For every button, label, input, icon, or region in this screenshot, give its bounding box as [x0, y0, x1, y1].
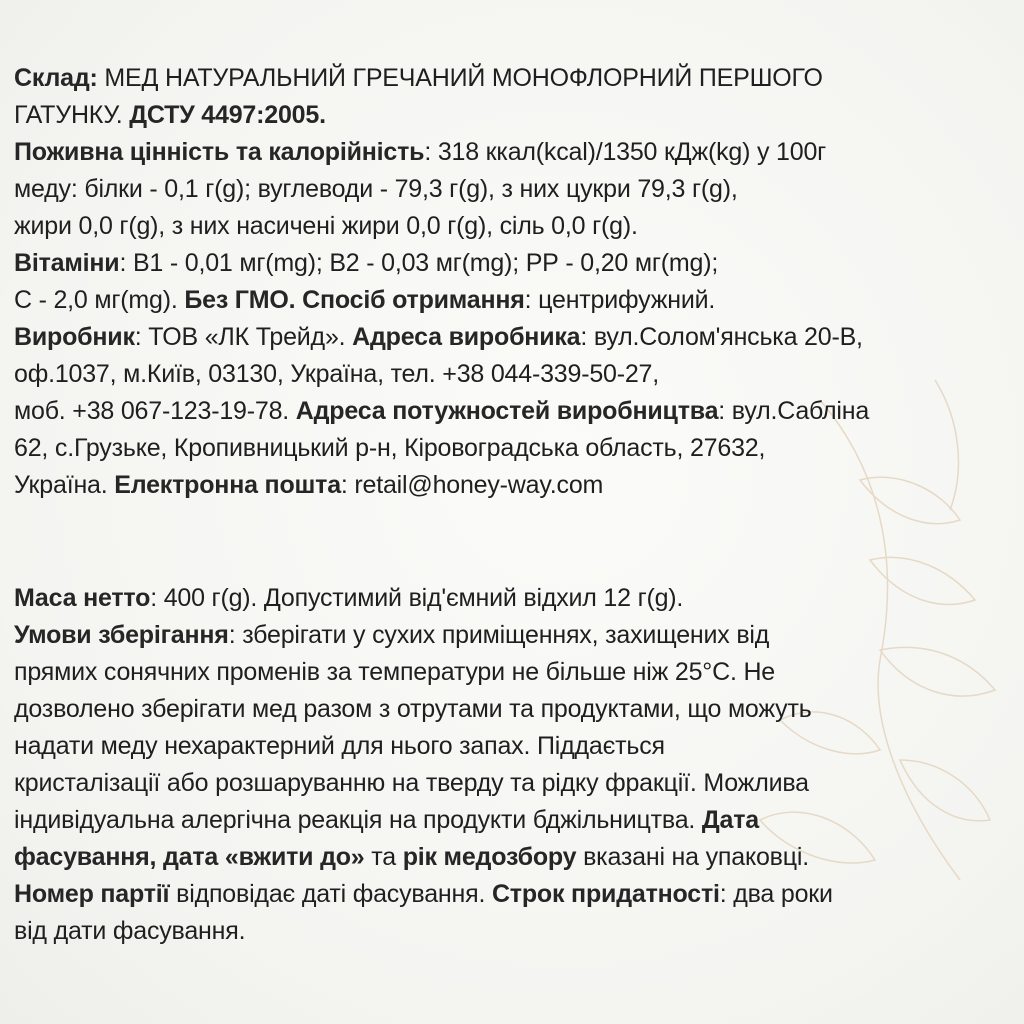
label-text-line: [14, 617, 1004, 654]
label-body-text: : retail@honey-way.com: [340, 471, 604, 499]
label-body-text: надати меду нехарактерний для нього запах. Піддається: [14, 732, 665, 760]
label-text-line: [14, 802, 1004, 839]
label-body-text: оф.1037, м.Київ, 03130, Україна, тел. +38 044-339-50-27,: [14, 360, 660, 388]
label-text-line: [14, 282, 1004, 319]
label-body-text: : два роки: [719, 880, 833, 908]
label-body-text: : 400 г(g). Допустимий від'ємний відхил 12 г(g).: [150, 584, 684, 612]
label-body-text: та: [364, 843, 403, 871]
label-heading-text: Дата: [701, 806, 759, 834]
label-text-line: [14, 208, 1004, 245]
label-heading-text: Виробник: [14, 323, 135, 351]
label-body-text: дозволено зберігати мед разом з отрутами та продуктами, що можуть: [14, 695, 812, 723]
label-body-text: : зберігати у сухих приміщеннях, захищених від: [228, 621, 770, 649]
label-text-line: [14, 319, 1004, 356]
label-body-text: : вул.Солом'янська 20-В,: [580, 323, 863, 351]
label-text-line: [14, 654, 1004, 691]
label-heading-text: Адреса виробника: [352, 323, 581, 351]
label-heading-text: Електронна пошта: [114, 471, 341, 499]
label-body-text: моб. +38 067-123-19-78.: [14, 397, 296, 425]
label-text-line: [14, 876, 1004, 913]
label-text-line: [14, 691, 1004, 728]
label-text-line: [14, 356, 1004, 393]
label-heading-text: Номер партії: [14, 880, 170, 908]
label-body-text: відповідає даті фасування.: [169, 880, 492, 908]
label-heading-text: Адреса потужностей виробництва: [295, 397, 719, 425]
label-text-line: [14, 60, 1004, 97]
label-heading-text: Вітаміни: [14, 249, 120, 277]
label-text-line: [14, 728, 1004, 765]
label-text-line: [14, 839, 1004, 876]
label-body-text: : ТОВ «ЛК Трейд».: [134, 323, 353, 351]
label-text-line: [14, 97, 1004, 134]
label-body-text: вказані на упаковці.: [576, 843, 809, 871]
label-body-text: ГАТУНКУ.: [14, 101, 130, 129]
label-heading-text: Склад:: [14, 64, 98, 92]
label-body-text: 62, с.Грузьке, Кропивницький р-н, Кіровоградська область, 27632,: [14, 434, 766, 462]
label-body-text: жири 0,0 г(g), з них насичені жири 0,0 г(g), сіль 0,0 г(g).: [14, 212, 638, 240]
label-heading-text: Строк придатності: [491, 880, 720, 908]
label-heading-text: рік медозбору: [402, 843, 577, 871]
label-text-line: [14, 134, 1004, 171]
label-body-text: кристалізації або розшаруванню на тверду та рідку фракції. Можлива: [14, 769, 809, 797]
label-body-text: С - 2,0 мг(mg).: [14, 286, 185, 314]
label-body-text: Україна.: [14, 471, 115, 499]
label-text-line: [14, 171, 1004, 208]
label-text-line: [14, 430, 1004, 467]
label-body-text: МЕД НАТУРАЛЬНИЙ ГРЕЧАНИЙ МОНОФЛОРНИЙ ПЕРШОГО: [97, 64, 823, 92]
label-heading-text: фасування, дата «вжити до»: [14, 843, 365, 871]
label-text-line: [14, 913, 1004, 950]
label-body-text: : центрифужний.: [524, 286, 716, 314]
label-body-text: від дати фасування.: [14, 917, 246, 945]
label-body-text: меду: білки - 0,1 г(g); вуглеводи - 79,3 г(g), з них цукри 79,3 г(g),: [14, 175, 738, 203]
label-text-line: [14, 765, 1004, 802]
label-text-line: [14, 393, 1004, 430]
label-heading-text: Поживна цінність та калорійність: [14, 138, 425, 166]
label-heading-text: ДСТУ 4497:2005.: [129, 101, 326, 129]
label-text-line: [14, 245, 1004, 282]
label-body-text: : В1 - 0,01 мг(mg); В2 - 0,03 мг(mg); РР - 0,20 мг(mg);: [119, 249, 719, 277]
storage-section: [14, 580, 1004, 950]
composition-section: [14, 60, 1004, 504]
label-body-text: : вул.Сабліна: [718, 397, 870, 425]
label-body-text: індивідуальна алергічна реакція на продукти бджільництва.: [14, 806, 702, 834]
label-heading-text: Умови зберігання: [14, 621, 229, 649]
label-text-line: [14, 580, 1004, 617]
label-heading-text: Без ГМО. Спосіб отримання: [184, 286, 525, 314]
label-body-text: : 318 ккал(kcal)/1350 кДж(kg) у 100г: [424, 138, 827, 166]
label-heading-text: Маса нетто: [14, 584, 151, 612]
label-body-text: прямих сонячних променів за температури не більше ніж 25°С. Не: [14, 658, 776, 686]
label-text-line: [14, 467, 1004, 504]
